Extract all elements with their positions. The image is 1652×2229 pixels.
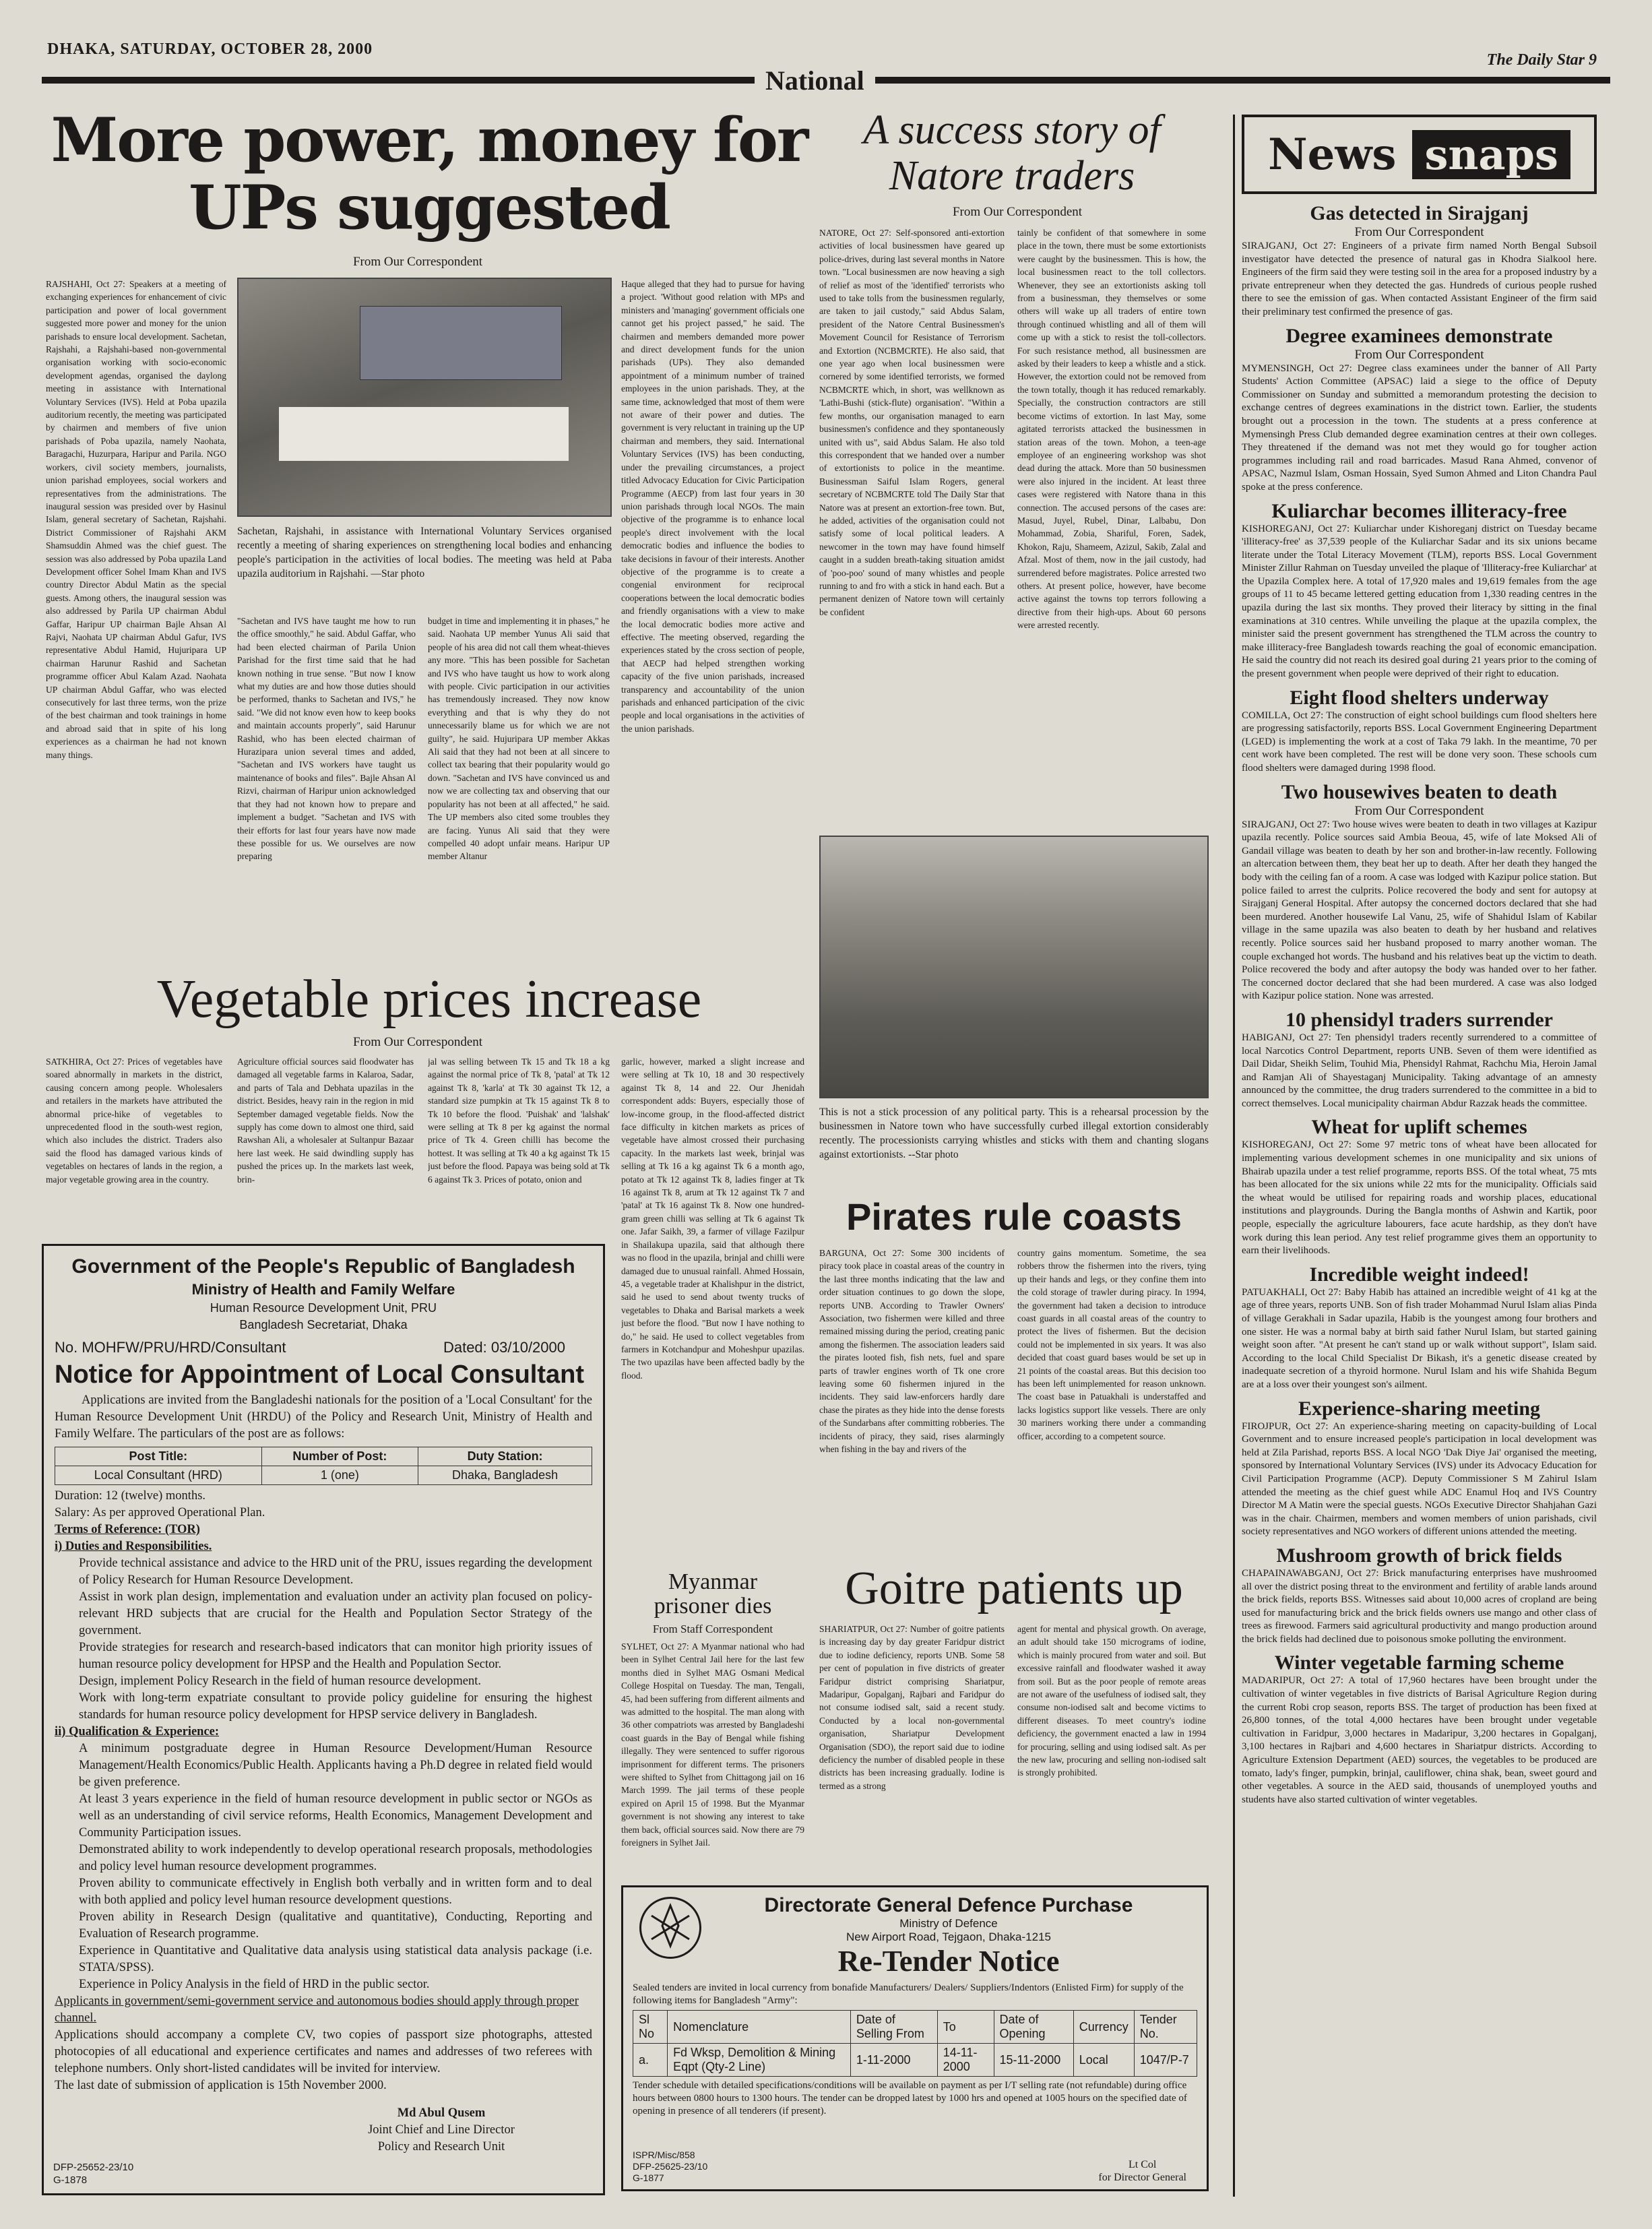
ad-ref-no: No. MOHFW/PRU/HRD/Consultant bbox=[55, 1339, 286, 1356]
myanmar-headline-line1: Myanmar bbox=[668, 1569, 758, 1594]
tender-address: New Airport Road, Tejgaon, Dhaka-1215 bbox=[846, 1930, 1051, 1943]
tender-code3: G-1877 bbox=[633, 2172, 664, 2183]
tender-col: Date of Selling From bbox=[850, 2011, 937, 2044]
ad-unit: Human Resource Development Unit, PRU bbox=[210, 1301, 437, 1315]
tender-headline: Re-Tender Notice bbox=[837, 1945, 1060, 1978]
snap-body: COMILLA, Oct 27: The construction of eight school buildings cum flood shelters here are progressing satisfactorily, reports BSS. Local Government Engineering Department (LGED) is implementing the work at a cost of Taka 79 lakh. In the meantime, 70 per cent work have been completed. The rest will be done very soon. These schools cum flood shelters were damaged during 1998 flood. bbox=[1242, 710, 1597, 774]
ad-dated: Dated: 03/10/2000 bbox=[443, 1339, 565, 1356]
ad-code1: DFP-25652-23/10 bbox=[53, 2162, 134, 2173]
tender-col: Currency bbox=[1073, 2011, 1134, 2044]
ups-col-4: Haque alleged that they had to pursue for having a project. 'Without good relation with MPs and ministers and 'managing' government officials one cannot get his project passed," he said. The chairmen and members demanded more power and direct development funds for the union parishads (UPs). They also demanded appointment of a minimum number of trained employees in the union parishads. They, at the same time, acknowledged that most of them were not aware of their power and duties. The government is very reluctant in training up the UP chairman and members, they said. International Voluntary Services (IVS) has been conducting, under the prevailing circumstances, a project titled Advocacy Education for Civic Participation Programme (AECP) from last four years in 30 union parishads through local NGOs. The main objective of the programme is to enhance local people's direct involvement with the local democratic bodies and influence the bodies to take decisions in favour of their interests. Another objective of the programme is to create a congenial environment for reciprocal cooperations between the local democratic bodies and friendly organisations with a view to make the local democratic bodies more active and effective. The meeting observed, regarding the experiences stated by the cross section of people, that AECP had helped strengthen working capacity of the five union parishads, increased transparency and accountability of the union parishads and enhanced participation of the civic people and local organisations in the activities of the union parishads. bbox=[621, 279, 804, 734]
tender-cell: 14-11-2000 bbox=[937, 2044, 994, 2077]
ad-duties-head: i) Duties and Responsibilities. bbox=[55, 1540, 212, 1553]
post-table bbox=[55, 1447, 592, 1485]
ad-code2: G-1878 bbox=[53, 2174, 88, 2186]
duty-item: Provide strategies for research and research-based indicators that can monitor high priority issues of human resource policy development for HPSP and the Health and Population Sector. bbox=[79, 1641, 592, 1671]
snap-body: SIRAJGANJ, Oct 27: Engineers of a private firm named North Bengal Subsoil investigator have detected the presence of natural gas in Khodra Sialkool here. Engineers of the firm said they were testing soil in the area for a proposed industry by a private entrepreneur when they detected the gas. Hundreds of curious people rushed there to see the emission of gas. When contacted Assistant Engineer of the firm said their preliminary test confirmed the presence of gas. bbox=[1242, 241, 1597, 317]
snap-item bbox=[1242, 202, 1597, 319]
vegetable-col-1: SATKHIRA, Oct 27: Prices of vegetables have soared abnormally in markets in the district, causing concern among people. Wholesalers and retailers in the markets have attributed the abnormal price-hike of vegetables to unprecedented flood in the south-west region, which also includes the district. Traders also said the flood has damaged various kinds of vegetables on hectares of lands in the region, a major vegetable growing area in the country. bbox=[46, 1057, 222, 1185]
snap-body: HABIGANJ, Oct 27: Ten phensidyl traders recently surrendered to a committee of local Narcotics Control Department, reports UNB. Seven of them were identified as Dail Didar, Sheikh Selim, Touhid Mia, Phensidyl Rahmat, Rachchu Mia, Heroin Jamal and Ramjan Ali of Shayestaganj Municipality. Taking advantage of an amnesty announced by the committee, the drug traders surrendered to the committee in a bid to correct themselves. Local municipality chairman Abdur Razzak heads the committee. bbox=[1242, 1032, 1597, 1109]
pirates-col-2: country gains momentum. Sometime, the sea robbers throw the fishermen into the rivers, tying up their hands and legs, or they confine them into the cold storage of trawler during piracy. In 1994, the government had taken a decision to introduce coast guards in all coastal areas of the country to protect the lives of fishermen. But the decision could not be implemented in six years. It was also decided that coast guard bases would be set up in 21 points of the coastal areas. But this decision too has been left unimplemented for reason unknown. The coast base in Patuakhali is understaffed and lacks logistics support like vessels. There are only 30 mariners working there under a commanding officer, according to a competent source. bbox=[1017, 1248, 1206, 1441]
snap-sub: From Our Correspondent bbox=[1354, 347, 1484, 362]
snap-title: Mushroom growth of brick fields bbox=[1276, 1544, 1562, 1567]
snap-body: FIROJPUR, Oct 27: An experience-sharing meeting on capacity-building of Local Government and to ensure increased people's participation in local development was held at Zila Parishad, reports BSS. A local NGO 'Dak Diye Jai' organised the meeting, sponsored by International Voluntary Services (IVS) under its Advocacy Education for Civil Participation Programme (ACP). Deputy Commissioner S M Zahirul Islam attended the meeting as the chief guest while ADC Enamul Hoq and IVS Country Director M A Matin were the special guests. NGOs Executive Director Shahjahan Gazi was in the chair. Chairmen, members and women members of union parishads, civil society representatives and NGO workers of different unions attended the meeting. bbox=[1242, 1420, 1597, 1538]
snap-item bbox=[1242, 1652, 1597, 1807]
snap-title: Gas detected in Sirajganj bbox=[1310, 202, 1529, 224]
snap-item bbox=[1242, 1398, 1597, 1539]
ups-col-3: budget in time and implementing it in phases," he said. Naohata UP member Yunus Ali said that people of his area did not call them wheat-thieves any more. "This has been possible for Sachetan and IVS who have taught us how to work along with people. Civic participation in our activities has tremendously increased. They now know everything and that is why they do not unnecessarily blame us for which we are not guilty", he said. Hujuripara UP member Akkas Ali said that they had not been at all sincere to collect tax bearing that their popularity would go down. "Sachetan and IVS have convinced us and now we are collecting tax and observing that our popularity has not been at all affected," he said. The UP members also cited some troubles they are facing. Yunus Ali said that they were compelled 40 adopt unfair means. Haripur UP member Altanur bbox=[428, 616, 610, 862]
consultant-ad bbox=[42, 1244, 605, 2195]
tender-col: Date of Opening bbox=[994, 2011, 1073, 2044]
duty-item: Assist in work plan design, implementation and evaluation under an activity plan focused on policy-relevant HRD subjects that are crucial for the Health and Population Sector Strategy of the government. bbox=[79, 1590, 592, 1637]
tender-signer-title: for Director General bbox=[1098, 2172, 1186, 2183]
defence-emblem-icon bbox=[639, 1897, 701, 1959]
ad-deadline: The last date of submission of application is 15th November 2000. bbox=[55, 2079, 387, 2092]
snap-item bbox=[1242, 325, 1597, 495]
natore-procession-photo bbox=[819, 836, 1209, 1098]
tender-title: Directorate General Defence Purchase bbox=[764, 1894, 1133, 1916]
ad-apply-docs: Applications should accompany a complete CV, two copies of passport size photographs, attested photocopies of all educational and experience certificates and names and addresses of two referees with telephone numbers. Only short-listed candidates will be invited for interview. bbox=[55, 2028, 592, 2075]
myanmar-headline bbox=[621, 1570, 804, 1619]
myanmar-text: SYLHET, Oct 27: A Myanmar national who had been in Sylhet Central Jail here for the last few months died in Sylhet MAG Osmani Medical College Hospital on Tuesday. The man, Tengali, 45, had been suffering from different ailments and was admitted to the hospital. The man along with 36 other compatriots was arrested by Bangladeshi coast guards in the Bay of Bengal while fishing illegally. They were sentenced to suffer rigorous imprisonment for different terms. The prisoners were shifted to Sylhet from Chittagong jail on 16 March 1999. The jail terms of these people expired on April 15 of 1998. But the Myanmar government is not showing any interest to take them back, official sources said. Now there are 79 foreigners in Sylhet Jail. bbox=[621, 1641, 804, 1848]
ad-ministry: Ministry of Health and Family Welfare bbox=[191, 1281, 455, 1298]
ad-signer-title1: Joint Chief and Line Director bbox=[368, 2123, 515, 2137]
myanmar-byline: From Staff Correspondent bbox=[652, 1623, 773, 1635]
snap-title: Two housewives beaten to death bbox=[1281, 780, 1558, 803]
tender-ministry: Ministry of Defence bbox=[899, 1917, 998, 1930]
tender-item2: Tender schedule with detailed specifications/conditions will be available on payment as per I/T selling rate (not refundable) during office hours between 0800 hours to 1300 hours. The tender can be dropped latest by 1000 hrs and opened at 1005 hours on the specified date of opening in presence of all tenderers (if present). bbox=[633, 2080, 1187, 2116]
snap-title: Incredible weight indeed! bbox=[1309, 1263, 1529, 1286]
snap-body: KISHOREGANJ, Oct 27: Kuliarchar under Kishoreganj district on Tuesday became 'illiteracy-free' as 37,539 people of the Kuliarchar Sadar and its six unions became literate under the Total Literacy Movement (TLM), reports BSS. Local Government Minister Zillur Rahman on Tuesday unveiled the plaque of 'Illiteracy-free Kuliarchar' at the Upazila Complex here. A total of 17,920 males and 19,619 females from the age groups of 11 to 45 became lettered getting education from 1,330 reading centres in the upazila during the last six months. They proved their literacy by sitting in the final examinations at 310 centres. While unveiling the plaque at the upazila complex, the minister said the present government has strengthened the TLM across the country to make illiteracy-free Bangladesh towards reaching the goal of economic emancipation. He said the country did not reach its desired goal during 21 years prior to the coming of the present government when people were deprived of their right to education. bbox=[1242, 523, 1597, 680]
tender-cell: 1047/P-7 bbox=[1134, 2044, 1197, 2077]
ups-col-2: "Sachetan and IVS have taught me how to run the office smoothly," he said. Abdul Gaffar, who had been elected chairman of Parila Union Parishad for the first time said that he had known nothing in true sense. "But now I know what my duties are and how those duties should be performed, thanks to Sachetan and IVS," he said. "We did not know even how to keep books and maintain accounts properly", said Harunur Rashid, who has been elected chairman of Hurazipara union several times and added, "Sachetan and IVS workers have taught us maintenance of books and files". Bajle Ahsan Al Rizvi, chairman of Haripur union acknowledged that they had not known how to prepare and implement a budget. "Sachetan and IVS with their efforts for last four years have now made these possible for us. We ourselves are now preparing bbox=[237, 616, 416, 862]
qual-item: At least 3 years experience in the field of human resource development in public sector or NGOs as well as an understanding of civil service reforms, Health Economics, Management Development and Community Participation issues. bbox=[79, 1792, 592, 1840]
ad-signer: Md Abul Qusem bbox=[397, 2106, 486, 2120]
news-snaps-title-1: News bbox=[1268, 129, 1397, 180]
duty-item: Provide technical assistance and advice to the HRD unit of the PRU, issues regarding the development of Policy Research for Human Resource Development. bbox=[79, 1557, 592, 1587]
ups-headline: More power, money for UPs suggested bbox=[51, 104, 808, 243]
snap-title: Experience-sharing meeting bbox=[1298, 1397, 1541, 1420]
ad-intro: Applications are invited from the Bangladeshi nationals for the position of a 'Local Consultant' for the Human Resource Development Unit (HRDU) of the Policy and Research Unit, Ministry of Health and Family Welfare. The particulars of the post are as follows: bbox=[55, 1393, 592, 1441]
snap-item bbox=[1242, 1544, 1597, 1647]
snap-body: MADARIPUR, Oct 27: A total of 17,960 hectares have been brought under the cultivation of winter vegetables in five districts of Barisal Agriculture Region during the current Robi crop season, reports BSS. The target of production has been fixed at 26,800 tonnes, of the total 4,000 hectares have been brought under vegetable cultivation in Faridpur, 3,000 hectares in Madaripur, 3,200 hectares in Gopalganj, 3,100 hectares in Rajbari and 4,600 hectares in Shariatpur districts. According to Agriculture Extension Department (AED) sources, the vegetables to be produced are tomato, lady's finger, pumpkin, brinjal, cauliflower, china shak, bean, sweet gourd and other vegetables. A source in the AED said, thousands of unemployed youths and students have also started cultivation of winter vegetables. bbox=[1242, 1675, 1597, 1805]
snap-item bbox=[1242, 687, 1597, 776]
dateline: DHAKA, SATURDAY, OCTOBER 28, 2000 bbox=[47, 40, 373, 58]
ups-byline: From Our Correspondent bbox=[352, 255, 483, 269]
ad-title: Notice for Appointment of Local Consultant bbox=[55, 1360, 584, 1389]
news-snaps-list bbox=[1242, 202, 1597, 1807]
qual-item: Experience in Policy Analysis in the field of HRD in the public sector. bbox=[79, 1978, 430, 1991]
snap-title: Eight flood shelters underway bbox=[1290, 686, 1549, 709]
snap-item bbox=[1242, 1009, 1597, 1111]
snap-item bbox=[1242, 1263, 1597, 1392]
vegetable-col-3: jal was selling between Tk 15 and Tk 18 a kg against the normal price of Tk 8, 'patal' at Tk 12 against Tk 8, 'karla' at Tk 30 against Tk 12, a standard size pumpkin at Tk 15 against Tk 8 to Tk 10 before the flood. 'Puishak' and 'lalshak' were selling at Tk 8 per kg against the normal price of Tk 4. Green chilli has become the hottest. It was selling at Tk 40 a kg against Tk 15 just before the flood. Papaya was being sold at Tk 6 against Tk 3. Prices of potato, onion and bbox=[428, 1057, 610, 1185]
qual-item: Demonstrated ability to work independently to develop operational research proposals, methodologies and policy level human resource development programmes. bbox=[79, 1843, 592, 1873]
tender-table bbox=[633, 2010, 1197, 2077]
ad-qual-head: ii) Qualification & Experience: bbox=[55, 1725, 220, 1738]
natore-headline-line2: Natore traders bbox=[889, 153, 1135, 199]
vegetable-headline: Vegetable prices increase bbox=[156, 970, 702, 1029]
td-post: Local Consultant (HRD) bbox=[55, 1466, 262, 1485]
ad-salary: Salary: As per approved Operational Plan. bbox=[55, 1506, 265, 1519]
snap-item bbox=[1242, 500, 1597, 681]
snap-body: KISHOREGANJ, Oct 27: Some 97 metric tons of wheat have been allocated for implementing various development schemes in one municipality and six unions of Bhairab upazila under a test relief programme, reports BSS. Of the total wheat, 75 mts has been allocated for the six unions while 22 mts for the municipality. Officials said the wheat would be utilised for repairing roads and worship places, educational institutions and playgrounds. During the Bangla months of Ashwin and Kartik, poor people, especially the agriculture labourers, face acute hardship, as they don't have work during this lean period. Any test relief programme gives them an opportunity to earn their livelihoods. bbox=[1242, 1139, 1597, 1257]
natore-col-1: NATORE, Oct 27: Self-sponsored anti-extortion activities of local businessmen have geared up police-drives, during last several months in Natore town. "Local businessmen are now heaving a sigh of relief as most of the 'identified' terrorists who used to take tolls from the businessmen regularly, are taken to jail custody," said Abdus Salam, president of the Natore Central Businessmen's Movement Council for Resistance of Terrorism and Extortion (NCBMCRTE). He also said, that one year ago when local businessmen were cornered by some identified terrorists, we formed NCBMCRTE which, in short, was wellknown as 'Lathi-Bushi (stick-flute) organisation'. "Within a few months, our organisation managed to earn businessmen's confidence and they spontaneously united with us", said Abdus Salam. He also told this correspondent that we handed over a number of extortionists to police in the meantime. Businessman Saiful Islam Rogers, general secretary of NCBMCRTE told The Daily Star that Natore was at present an extortion-free town. But, he added, activities of the organisation could not satisfy some of local political leaders. A newcomer in the town may have found himself caught in a sudden breath-taking situation amidst of 'poo-poo' sound of many whistles and people running to and fro with a stick in hand each. But a permanent denizen of Natore town will certainly be confident bbox=[819, 228, 1005, 617]
tender-code2: DFP-25625-23/10 bbox=[633, 2161, 708, 2172]
goitre-col-1-text: SHARIATPUR, Oct 27: Number of goitre patients is increasing day by day greater Faridpur district due to iodine deficiency, reports UNB. Some 58 per cent of population in five districts of greater Faridpur district comprising Shariatpur, Madaripur, Gopalganj, Rajbari and Faridpur do not consume iodised salt, said a recent study. Conducted by a local non-governmental organisation, Shariatpur Development Organisation (SDO), the report said due to iodine deficiency the number of disabled people in these districts has been increasing gradually. Iodine is termed as a strong bbox=[819, 1624, 1005, 1791]
ups-photo-caption: Sachetan, Rajshahi, in assistance with International Voluntary Services organised recently a meeting of sharing experiences on strengthening local bodies and enhancing people's participation in the activities of local bodies. The meeting was held at Paba upazila auditorium in Rajshahi. —Star photo bbox=[237, 526, 612, 579]
th-station: Duty Station: bbox=[418, 1447, 592, 1466]
qual-item: Proven ability in Research Design (qualitative and quantitative), Conducting, Reporting and Evaluation of Research programme. bbox=[79, 1910, 592, 1941]
vegetable-col-2: Agriculture official sources said floodwater has damaged all vegetable farms in Kalaroa, Sadar, and parts of Tala and Debhata upazilas in the district. Besides, heavy rain in the region in mid September damaged vegetable fields. Now the supply has come down to almost one third, said Rawshan Ali, a wholesaler at Sultanpur Bazaar here last week. He said dwindling supply has pushed the prices up. In the markets last week, brin- bbox=[237, 1057, 414, 1185]
tender-code1: ISPR/Misc/858 bbox=[633, 2149, 695, 2160]
ad-address: Bangladesh Secretariat, Dhaka bbox=[239, 1318, 408, 1331]
news-snaps-banner bbox=[1242, 115, 1597, 194]
th-post: Post Title: bbox=[55, 1447, 262, 1466]
snap-title: 10 phensidyl traders surrender bbox=[1285, 1008, 1553, 1031]
ad-duration: Duration: 12 (twelve) months. bbox=[55, 1489, 206, 1503]
snap-body: MYMENSINGH, Oct 27: Degree class examinees under the banner of All Party Students' Action Committee (APSAC) laid a siege to the office of Deputy Commissioner on Sunday and submitted a memorandum protesting the decision to exchange centres of degrees examinations in the district town. Earlier, the students brought out a procession in the town. The students at a press conference at Mymensingh Press Club demanded degree examination centres at their own colleges. They threatened if the demand was not met they would go for tougher action programmes including rail and road barricades. Masud Rana Ahmed, convenor of APSAC, Nazmul Islam, Osman Hossain, Syed Sumon Ahmed and Liton Chandra Paul spoke at the press conference. bbox=[1242, 363, 1597, 493]
tender-signer: Lt Col bbox=[1129, 2159, 1157, 2170]
snap-sub: From Our Correspondent bbox=[1354, 803, 1484, 818]
natore-byline: From Our Correspondent bbox=[952, 205, 1083, 219]
ups-col-1: RAJSHAHI, Oct 27: Speakers at a meeting of exchanging experiences for enhancement of civic participation and power of local government suggested more power and money for the union parishads to ensure local development. Sachetan, Rajshahi, a Rajshahi-based non-governmental organisation working with socio-economic development agendas, organised the daylong meeting in assistance with International Voluntary Services (IVS). Held at Poba upazila auditorium recently, the meeting was participated by chairmen and members of five union parishads of Poba upazila, namely Naohata, Baragachi, Huzurpara, Haripur and Parila. NGO workers, civil society members, journalists, union parishad employees, social workers and representatives from the administrations. The inaugural session was presided over by Hasinul Islam, general secretary of Sachetan, Rajshahi. District Commissioner of Rajshahi AKM Shamsuddin Ahmed was the chief guest. The session was also addressed by Poba upazila Land Development officer Sohel Imam Khan and IVS country Director Abdul Matin as the special guests. Among others, the inaugural session was also addressed by Parila UP chairman Abdul Gaffar, Haripur UP chairman Bajle Ahsan Al Rajvi, Naohata UP chairman Abdul Gafur, IVS representative Abdul Hamid, Hujuripara UP chairman Harunur Rashid and Sachetan programme officer Abul Kalam Azad. Naohata UP chairman Abdul Gaffar, who was elected consecutively for last three terms, won the prize of the best chairman and took trainings in home and abroad said that in spite of his long experiences as a chairman he had not known many things. bbox=[46, 279, 226, 760]
snap-item bbox=[1242, 781, 1597, 1003]
snap-sub: From Our Correspondent bbox=[1354, 225, 1484, 239]
snap-title: Winter vegetable farming scheme bbox=[1274, 1652, 1564, 1674]
goitre-col-2: agent for mental and physical growth. On average, an adult should take 150 micrograms of iodine, which is mainly procured from water and soil. But excessive rainfall and floodwater washed it away from soil. But as the poor people of remote areas are not aware of the usefulness of iodised salt, they consume non-iodised salt and become victims to different diseases. To meet country's iodine deficiency, the government enacted a law in 1994 for procuring, selling and using iodised salt. As per the new law, procuring and selling non-iodised salt is strongly prohibited. bbox=[1017, 1624, 1206, 1778]
tender-item1: Sealed tenders are invited in local currency from bonafide Manufacturers/ Dealers/ Suppliers/Indentors (Enlisted Firm) for supply of the following items for Bangladesh "Army": bbox=[633, 1982, 1184, 2006]
qual-item: Experience in Quantitative and Qualitative data analysis using statistical data analysis package (i.e. STATA/SPSS). bbox=[79, 1944, 592, 1974]
qual-item: Proven ability to communicate effectively in English both verbally and in written form and to deal with both applied and policy level human resource development questions. bbox=[79, 1877, 592, 1907]
ad-signer-title2: Policy and Research Unit bbox=[377, 2140, 505, 2154]
snap-body: CHAPAINAWABGANJ, Oct 27: Brick manufacturing enterprises have mushroomed all over the district posing threat to the environment and fertility of arable lands around the brick fields, reports BSS. Witnesses said about 10,000 acres of cropland are being used for manufacturing brick and the brick fields owners use mango and other class of trees as firewood. Farmers said agricultural productivity and mango production around the brick fields had declined due to poisonous smoke polluting the environment. bbox=[1242, 1567, 1597, 1645]
td-number: 1 (one) bbox=[261, 1466, 418, 1485]
section-label: National bbox=[755, 65, 875, 96]
ad-apply-channel: Applicants in government/semi-government service and autonomous bodies should apply through proper channel. bbox=[55, 1995, 579, 2025]
ad-gov-title: Government of the People's Republic of Bangladesh bbox=[71, 1255, 575, 1278]
natore-headline-line1: A success story of bbox=[863, 107, 1161, 153]
snap-title: Kuliarchar becomes illiteracy-free bbox=[1271, 499, 1567, 522]
snap-body: PATUAKHALI, Oct 27: Baby Habib has attained an incredible weight of 41 kg at the age of three years, reports UNB. Son of fish trader Mohammad Nurul Islam alias Pinda of village Gerakhali in Sadar upazila, Habib is the youngest among four brothers and one sister. He was a normal baby at birth said father Nurul Islam, but started gaining weight soon after. "At present he can't stand up or walk without support", Islam said. According to the local Child Specialist Dr Bikash, it's a genetic disease created by inadequate secretion of a thyroid hormone. Nurul Islam and his wife Shahida Begum are at a loss over their youngest son's ailment. bbox=[1242, 1286, 1597, 1390]
paper-name: The Daily Star 9 bbox=[1486, 51, 1597, 69]
duty-item: Design, implement Policy Research in the field of human resource development. bbox=[79, 1674, 481, 1688]
tender-col: To bbox=[937, 2011, 994, 2044]
pirates-col-1: BARGUNA, Oct 27: Some 300 incidents of piracy took place in coastal areas of the country in the last three months indicating that the law and order situation continues to go down the slope, reports UNB. According to Trawler Owners' Association, two fishermen were killed and three remained missing during the period, creating panic among the fishermen. The association leaders said the pirates looted fish, fish nets, fuel and spare parts of trawler engines worth of Tk one crore leaving some 60 fishermen injured in the incidents. They said law-enforcers hardly dare chase the pirates as they hide into the dense forests of the Sundarbans after committing robberies. The incidents of piracy, they said, rises alarmingly when fishing in the bay and rivers of the bbox=[819, 1248, 1005, 1455]
snap-title: Wheat for uplift schemes bbox=[1311, 1116, 1527, 1139]
ad-tor: Terms of Reference: (TOR) bbox=[55, 1523, 200, 1536]
tender-col: Nomenclature bbox=[668, 2011, 851, 2044]
tender-col: Tender No. bbox=[1134, 2011, 1197, 2044]
myanmar-headline-line2: prisoner dies bbox=[654, 1594, 772, 1619]
pirates-headline: Pirates rule coasts bbox=[846, 1195, 1182, 1238]
duty-item: Work with long-term expatriate consultant to provide policy guideline for ensuring the highest standards for human resource policy development for HPSP service delivery in Bangladesh. bbox=[79, 1691, 592, 1722]
tender-cell: Local bbox=[1073, 2044, 1134, 2077]
tender-cell: 1-11-2000 bbox=[850, 2044, 937, 2077]
snap-item bbox=[1242, 1116, 1597, 1257]
th-number: Number of Post: bbox=[261, 1447, 418, 1466]
goitre-headline: Goitre patients up bbox=[845, 1563, 1183, 1614]
tender-ad bbox=[621, 1885, 1209, 2191]
news-snaps-column bbox=[1233, 115, 1597, 2197]
ups-meeting-photo bbox=[237, 278, 612, 517]
td-station: Dhaka, Bangladesh bbox=[418, 1466, 592, 1485]
news-snaps-title-2: snaps bbox=[1412, 130, 1570, 179]
snap-title: Degree examinees demonstrate bbox=[1285, 324, 1553, 347]
snap-body: SIRAJGANJ, Oct 27: Two house wives were beaten to death in two villages at Kazipur upazila recently. Police sources said Ambia Beoua, 45, wife of late Moksed Ali of Gandail village was beaten to death by her son and brother-in-law recently. Following an altercation between them, they beat her up to death. After her death they hanged the body with the ceiling fan of a room. A case was lodged with Kazipur police station. But police failed to arrest the culprits. Police recovered the body and sent for autopsy at Sirajganj General Hospital. After autopsy the concerned doctors declared that she had been murdered. Another housewife Lal Vanu, 25, wife of Shahidul Islam of Kabilar village in the same upazila was also beaten to death by her husband and relatives recently. Police sources said her husband proposed to marry another woman. The couple exchanged hot words. The husband and his relatives beat up the victim to death. Police recovered the body and after autopsy the body was handed over to her father. The concerned doctor declared that she had been murdered. A case was also lodged with Kazipur police station. None was arrested. bbox=[1242, 819, 1597, 1002]
vegetable-col-4: garlic, however, marked a slight increase and were selling at Tk 10, 18 and 30 respectively against Tk 8, 14 and 22. Our Jhenidah correspondent adds: Buyers, especially those of low-income group, in the flood-affected district face difficulty in kitchen markets as prices of vegetable have almost crossed their purchasing capacity. In the markets last week, brinjal was selling at Tk 16 a kg against Tk 6 a month ago, potato at Tk 12 against Tk 8, ladies finger at Tk 16 against Tk 8, arum at Tk 12 against Tk 7 and 'patal' at Tk 16 against Tk 8. Now one hundred-gram green chilli was selling at Tk 6 against Tk one. Jafar Saikh, 39, a farmer of village Fazilpur in Shailakupa upazila, said that although there was no flood in the upazila, brinjal and chilli were damaged due to unusual rainfall. Ahmed Hossain, 45, a vegetable trader at Khalishpur in the district, said he used to send about twenty trucks of vegetables to Dhaka and Barisal markets a week just before the flood. "But now I have nothing to do," he said. He used to collect vegetables from farmers in Kotchandpur and Moheshpur upazilas. The two upazilas have been affected badly by the flood. bbox=[621, 1057, 804, 1381]
vegetable-byline: From Our Correspondent bbox=[352, 1035, 483, 1049]
tender-cell: a. bbox=[633, 2044, 668, 2077]
qual-item: A minimum postgraduate degree in Human Resource Development/Human Resource Management/Health Economics/Public Health. Applicants having a Ph.D degree in related field would be given preference. bbox=[79, 1742, 592, 1789]
natore-col-2: tainly be confident of that somewhere in some place in the town, there must be some extortionists were caught by the businessmen. This is how, the local businessmen react to the toll collectors. Whenever, they see an extortionists asking toll from a businessman, they themselves or some others will wake up all traders of entire town through continued whistling and all of them will come up with a stick to resist the toll-collectors. For such resistance method, all businessmen are asked by their leaders to keep a whistle and a stick. However, the extortion could not be removed from the town totally, though it has reduced remarkably. Specially, the construction contractors are still become victims of extortion. In last May, some agitated terrorists attacked the businessmen in station areas of the town. Mohon, a teen-age employee of an engineering workshop was shot dead during the attack. More than 50 businessmen were also injured in the incident. At least three cases were registered with Natore thana in this connection. The accused persons of the cases are: Masud, Juyel, Rubel, Dinar, Lalbabu, Don Mohammad, Zobia, Shariful, Foren, Sadek, Khokon, Raju, Shameem, Azizul, Sakib, Zalal and Afzal. Most of them, now in the jail custody, had surrendered before magistrates. Police arrested two others. At present police, however, have become active against the towns top terrors following a directive from their high-ups. About 60 persons were arrested recently. bbox=[1017, 228, 1206, 631]
tender-cell: Fd Wksp, Demolition & Mining Eqpt (Qty-2 Line) bbox=[668, 2044, 851, 2077]
tender-col: Sl No bbox=[633, 2011, 668, 2044]
tender-cell: 15-11-2000 bbox=[994, 2044, 1073, 2077]
natore-photo-caption: This is not a stick procession of any political party. This is a rehearsal procession by the businessmen in Natore town who have successfully curbed illegal extortion considerably recently. The processionists carrying whistles and sticks with them and chanting slogans against extortionists. --Star photo bbox=[819, 1106, 1209, 1160]
